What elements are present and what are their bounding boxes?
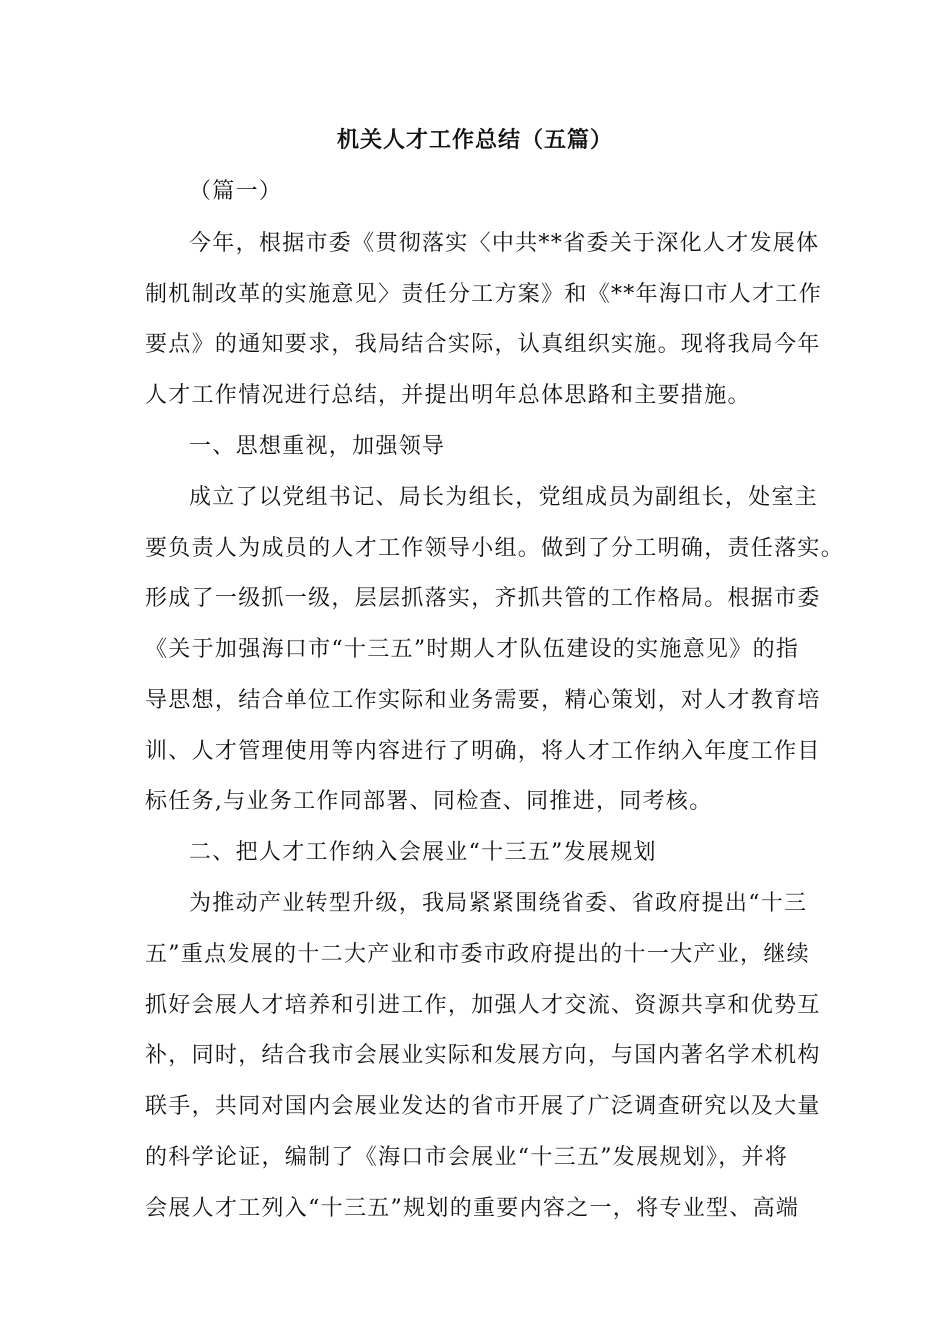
paragraph-line: 形成了一级抓一级，层层抓落实，齐抓共管的工作格局。根据市委: [145, 586, 821, 611]
section-heading: 二、把人才工作纳入会展业“十三五”发展规划: [189, 840, 657, 865]
paragraph-line: 训、人才管理使用等内容进行了明确，将人才工作纳入年度工作目: [145, 739, 821, 764]
paragraph-line: 标任务,与业务工作同部署、同检查、同推进，同考核。: [145, 789, 713, 814]
paragraph-line: 要点》的通知要求，我局结合实际，认真组织实施。现将我局今年: [145, 332, 821, 357]
section-label: （篇一）: [189, 179, 283, 204]
paragraph-line: 要负责人为成员的人才工作领导小组。做到了分工明确，责任落实。: [145, 536, 845, 561]
paragraph-line: 制机制改革的实施意见〉责任分工方案》和《**年海口市人才工作: [145, 282, 823, 307]
paragraph-line: 为推动产业转型升级，我局紧紧围绕省委、省政府提出“十三: [189, 891, 808, 916]
section-heading: 一、思想重视，加强领导: [189, 434, 446, 459]
paragraph-line: 会展人才工列入“十三五”规划的重要内容之一，将专业型、高端: [145, 1196, 800, 1221]
paragraph-line: 五”重点发展的十二大产业和市委市政府提出的十一大产业，继续: [145, 942, 810, 967]
paragraph-line: 成立了以党组书记、局长为组长，党组成员为副组长，处室主: [189, 485, 819, 510]
paragraph-line: 联手，共同对国内会展业发达的省市开展了广泛调查研究以及大量: [145, 1094, 821, 1119]
paragraph-line: 的科学论证，编制了《海口市会展业“十三五”发展规划》，并将: [145, 1145, 789, 1170]
document-title: 机关人才工作总结（五篇）: [336, 127, 613, 153]
paragraph-line: 抓好会展人才培养和引进工作，加强人才交流、资源共享和优势互: [145, 993, 821, 1018]
paragraph-line: 《关于加强海口市“十三五”时期人才队伍建设的实施意见》的指: [145, 637, 800, 662]
paragraph-line: 人才工作情况进行总结，并提出明年总体思路和主要措施。: [145, 383, 751, 408]
paragraph-line: 补，同时，结合我市会展业实际和发展方向，与国内著名学术机构: [145, 1043, 821, 1068]
paragraph-line: 导思想，结合单位工作实际和业务需要，精心策划，对人才教育培: [145, 688, 821, 713]
paragraph-line: 今年，根据市委《贯彻落实〈中共**省委关于深化人才发展体: [189, 231, 820, 256]
